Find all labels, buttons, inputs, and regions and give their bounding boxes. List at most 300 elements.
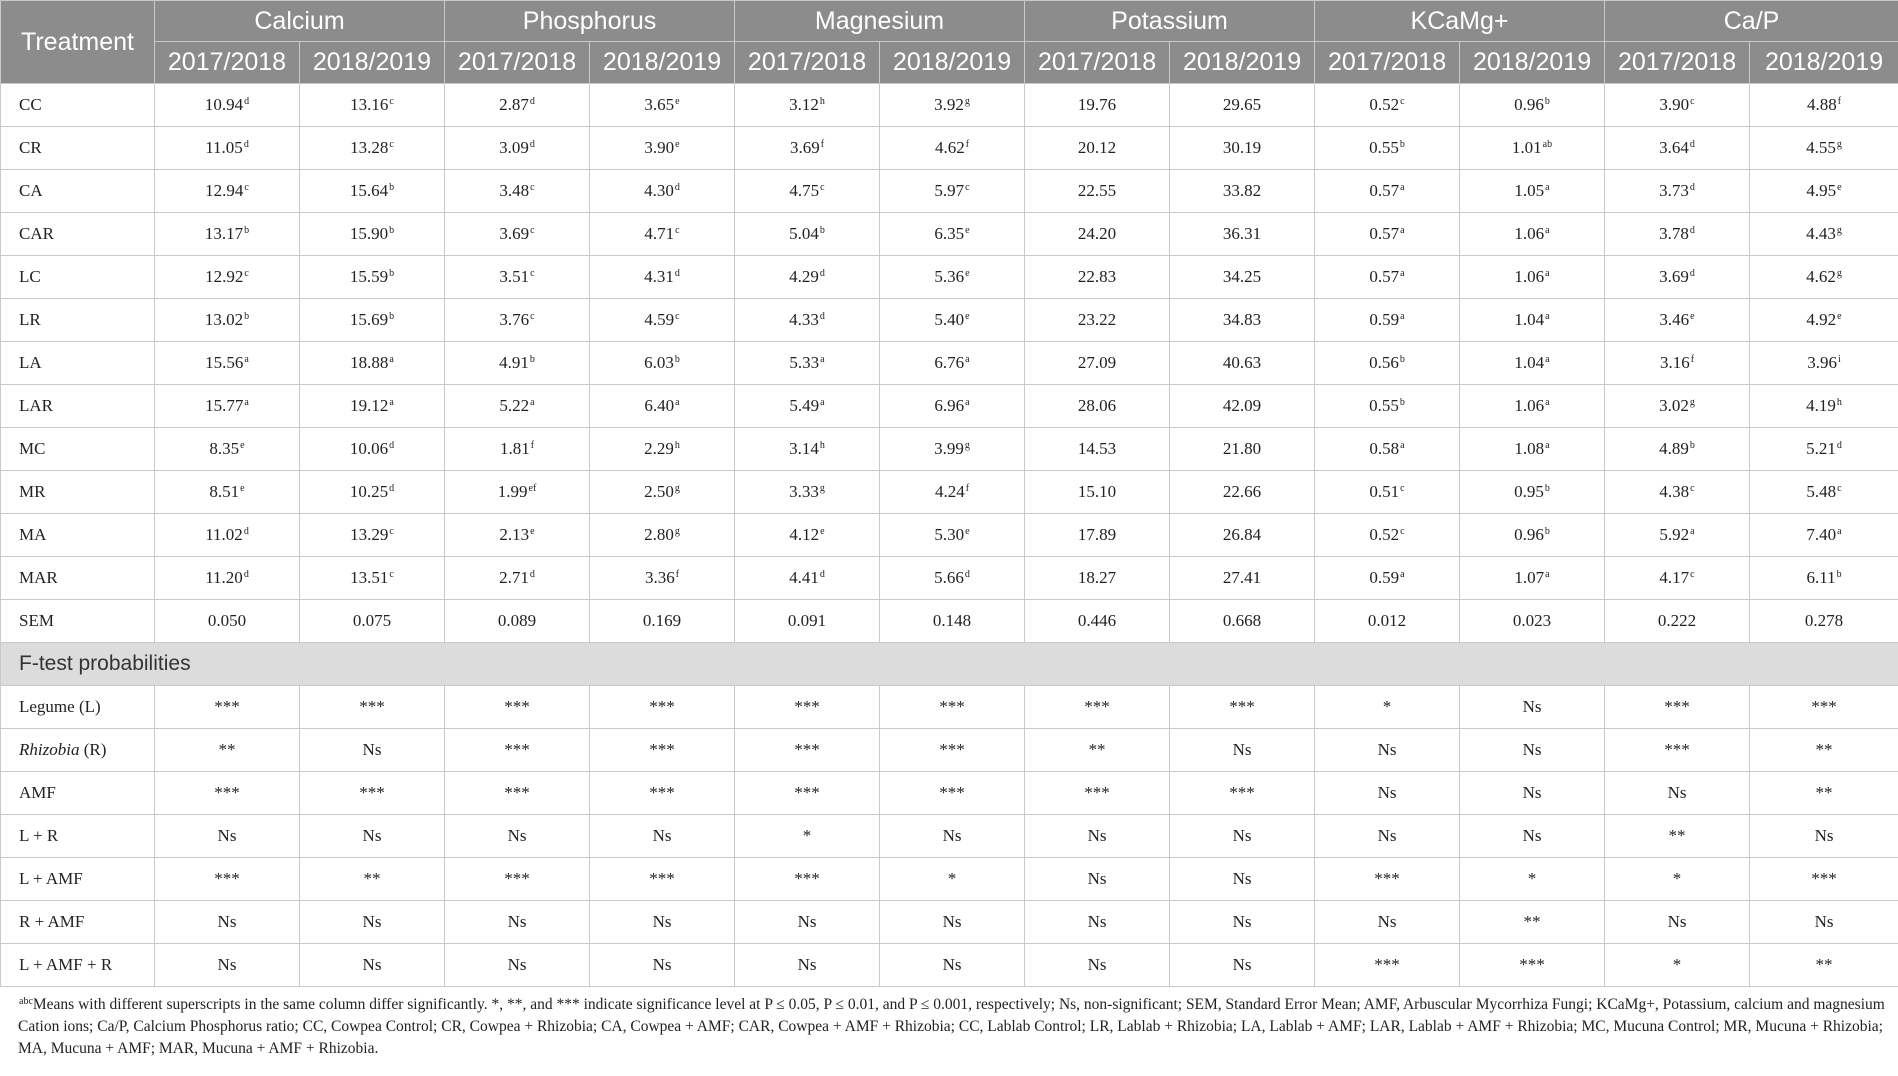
cell-value: 3.64 bbox=[1659, 138, 1689, 157]
table-cell bbox=[590, 299, 735, 342]
cell-value: 0.55 bbox=[1369, 138, 1399, 157]
significance-cell: *** bbox=[735, 858, 880, 901]
table-cell bbox=[735, 256, 880, 299]
cell-superscript: b bbox=[1689, 440, 1695, 451]
cell-superscript: g bbox=[964, 440, 970, 451]
cell-superscript: b bbox=[1544, 96, 1550, 107]
table-cell bbox=[445, 342, 590, 385]
table-cell bbox=[1025, 170, 1170, 213]
table-cell bbox=[1750, 84, 1898, 127]
cell-value: 6.40 bbox=[644, 396, 675, 415]
significance-cell: Ns bbox=[880, 901, 1025, 944]
significance-cell: * bbox=[1315, 686, 1460, 729]
cell-value: 5.92 bbox=[1659, 525, 1690, 544]
section-title: F-test probabilities bbox=[1, 643, 1898, 686]
cell-value: 36.31 bbox=[1222, 224, 1262, 243]
cell-value: 11.02 bbox=[205, 525, 243, 544]
cell-superscript: b bbox=[1544, 526, 1550, 537]
table-cell bbox=[1460, 514, 1605, 557]
cell-value: 0.96 bbox=[1514, 95, 1544, 114]
table-row bbox=[1, 557, 1898, 600]
significance-cell: * bbox=[735, 815, 880, 858]
table-cell bbox=[1750, 514, 1898, 557]
cell-value: 4.59 bbox=[644, 310, 675, 329]
significance-cell: ** bbox=[155, 729, 300, 772]
table-cell bbox=[155, 127, 300, 170]
table-cell bbox=[155, 385, 300, 428]
table-row bbox=[1, 170, 1898, 213]
table-cell bbox=[1170, 213, 1315, 256]
table-row bbox=[1, 127, 1898, 170]
cell-value: 4.33 bbox=[789, 310, 819, 329]
significance-cell: * bbox=[1605, 944, 1750, 987]
table-cell bbox=[1025, 256, 1170, 299]
table-cell bbox=[1750, 127, 1898, 170]
row-label: MAR bbox=[1, 557, 155, 600]
table-cell bbox=[590, 428, 735, 471]
cell-superscript: d bbox=[674, 268, 680, 279]
table-cell bbox=[300, 471, 445, 514]
cell-superscript: h bbox=[674, 440, 680, 451]
cell-superscript: c bbox=[389, 526, 394, 537]
cell-value: 0.95 bbox=[1514, 482, 1544, 501]
cell-superscript: c bbox=[389, 569, 394, 580]
table-cell bbox=[1605, 428, 1750, 471]
cell-value: 4.24 bbox=[934, 482, 965, 501]
table-cell bbox=[1315, 600, 1460, 643]
significance-cell: Ns bbox=[590, 815, 735, 858]
table-cell bbox=[1750, 385, 1898, 428]
cell-value: 0.55 bbox=[1369, 396, 1399, 415]
table-cell bbox=[155, 170, 300, 213]
table-cell bbox=[300, 557, 445, 600]
cell-superscript: a bbox=[1837, 526, 1842, 537]
cell-value: 24.20 bbox=[1077, 224, 1117, 243]
significance-cell: Ns bbox=[155, 901, 300, 944]
cell-value: 10.94 bbox=[204, 95, 244, 114]
cell-value: 7.40 bbox=[1806, 525, 1837, 544]
table-cell bbox=[590, 385, 735, 428]
row-label-rest: (R) bbox=[79, 740, 107, 759]
significance-cell: Ns bbox=[445, 815, 590, 858]
cell-value: 5.66 bbox=[934, 568, 964, 587]
row-label: CA bbox=[1, 170, 155, 213]
significance-cell: Ns bbox=[1460, 772, 1605, 815]
cell-value: 3.99 bbox=[934, 439, 964, 458]
cell-superscript: a bbox=[1545, 397, 1550, 408]
cell-value: 4.89 bbox=[1659, 439, 1689, 458]
cell-superscript: g bbox=[1836, 268, 1842, 279]
cell-value: 15.10 bbox=[1077, 482, 1117, 501]
cell-value: 4.62 bbox=[1806, 267, 1836, 286]
significance-cell: Ns bbox=[735, 944, 880, 987]
cell-value: 0.089 bbox=[497, 611, 537, 630]
cell-value: 0.091 bbox=[787, 611, 827, 630]
cell-superscript: a bbox=[1545, 440, 1550, 451]
significance-cell: *** bbox=[1170, 686, 1315, 729]
cell-superscript: c bbox=[530, 225, 535, 236]
row-label: Legume (L) bbox=[1, 686, 155, 729]
table-cell bbox=[735, 471, 880, 514]
cell-value: 26.84 bbox=[1222, 525, 1262, 544]
table-cell bbox=[1605, 471, 1750, 514]
cell-value: 13.28 bbox=[350, 138, 389, 157]
table-cell bbox=[880, 84, 1025, 127]
cell-superscript: ef bbox=[528, 483, 537, 494]
table-cell bbox=[880, 557, 1025, 600]
significance-cell: *** bbox=[880, 686, 1025, 729]
year-header: 2018/2019 bbox=[880, 42, 1025, 84]
table-cell bbox=[445, 514, 590, 557]
table-cell bbox=[1170, 299, 1315, 342]
table-cell bbox=[1605, 600, 1750, 643]
cell-superscript: d bbox=[1689, 225, 1695, 236]
significance-cell: Ns bbox=[1315, 815, 1460, 858]
cell-value: 11.20 bbox=[205, 568, 243, 587]
significance-cell: *** bbox=[1750, 686, 1898, 729]
cell-value: 4.38 bbox=[1659, 482, 1690, 501]
cell-superscript: e bbox=[240, 440, 245, 451]
significance-cell: Ns bbox=[880, 944, 1025, 987]
table-cell bbox=[1750, 600, 1898, 643]
cell-value: 3.51 bbox=[499, 267, 530, 286]
cell-superscript: a bbox=[1545, 569, 1550, 580]
cell-value: 0.222 bbox=[1657, 611, 1697, 630]
significance-cell: Ns bbox=[1605, 772, 1750, 815]
significance-cell: Ns bbox=[1025, 944, 1170, 987]
table-cell bbox=[300, 428, 445, 471]
table-cell bbox=[1460, 213, 1605, 256]
cell-superscript: d bbox=[964, 569, 970, 580]
table-cell bbox=[1025, 84, 1170, 127]
cell-superscript: a bbox=[1545, 268, 1550, 279]
cell-superscript: c bbox=[244, 268, 249, 279]
cell-value: 1.04 bbox=[1514, 310, 1545, 329]
significance-cell: ** bbox=[1750, 729, 1898, 772]
row-label: MR bbox=[1, 471, 155, 514]
cell-value: 0.57 bbox=[1369, 181, 1400, 200]
cell-superscript: d bbox=[1689, 139, 1695, 150]
table-cell bbox=[880, 514, 1025, 557]
cell-superscript: c bbox=[1690, 96, 1695, 107]
cell-superscript: a bbox=[244, 354, 249, 365]
cell-value: 3.90 bbox=[644, 138, 675, 157]
cell-superscript: e bbox=[530, 526, 535, 537]
table-cell bbox=[1315, 557, 1460, 600]
group-header-kcamg bbox=[1315, 1, 1605, 42]
cell-superscript: a bbox=[675, 397, 680, 408]
row-label: L + R bbox=[1, 815, 155, 858]
table-cell bbox=[1460, 299, 1605, 342]
cell-superscript: b bbox=[1399, 397, 1405, 408]
table-cell bbox=[1460, 428, 1605, 471]
significance-cell: Ns bbox=[590, 901, 735, 944]
significance-cell: *** bbox=[445, 686, 590, 729]
table-cell bbox=[445, 600, 590, 643]
cell-value: 2.87 bbox=[499, 95, 529, 114]
significance-cell: * bbox=[1605, 858, 1750, 901]
cell-value: 6.35 bbox=[934, 224, 965, 243]
cell-value: 33.82 bbox=[1222, 181, 1262, 200]
table-cell bbox=[1170, 84, 1315, 127]
cell-superscript: g bbox=[964, 96, 970, 107]
cell-value: 5.21 bbox=[1806, 439, 1836, 458]
cell-superscript: a bbox=[965, 397, 970, 408]
table-cell bbox=[1315, 428, 1460, 471]
table-cell bbox=[1605, 342, 1750, 385]
table-cell bbox=[445, 428, 590, 471]
table-cell bbox=[590, 170, 735, 213]
cell-superscript: a bbox=[820, 397, 825, 408]
year-header: 2018/2019 bbox=[300, 42, 445, 84]
footnote-superscript: abc bbox=[19, 996, 33, 1007]
table-cell bbox=[300, 299, 445, 342]
cell-value: 29.65 bbox=[1222, 95, 1262, 114]
cell-superscript: f bbox=[820, 139, 825, 150]
cell-superscript: d bbox=[819, 569, 825, 580]
cell-value: 4.17 bbox=[1659, 568, 1690, 587]
significance-cell: *** bbox=[155, 858, 300, 901]
table-cell bbox=[1025, 514, 1170, 557]
cell-superscript: ab bbox=[1542, 139, 1553, 150]
cell-value: 1.06 bbox=[1514, 267, 1545, 286]
cell-value: 23.22 bbox=[1077, 310, 1117, 329]
table-cell bbox=[1025, 213, 1170, 256]
table-cell bbox=[880, 428, 1025, 471]
cell-superscript: d bbox=[819, 311, 825, 322]
cell-value: 10.25 bbox=[349, 482, 389, 501]
table-cell bbox=[735, 213, 880, 256]
significance-cell: Ns bbox=[735, 901, 880, 944]
cell-superscript: d bbox=[529, 569, 535, 580]
significance-cell: *** bbox=[1315, 858, 1460, 901]
cell-superscript: b bbox=[674, 354, 680, 365]
table-row bbox=[1, 514, 1898, 557]
cell-superscript: d bbox=[1836, 440, 1842, 451]
cell-superscript: f bbox=[1837, 96, 1842, 107]
table-cell bbox=[1315, 84, 1460, 127]
cell-superscript: h bbox=[819, 96, 825, 107]
significance-cell: Ns bbox=[1460, 815, 1605, 858]
cell-value: 28.06 bbox=[1077, 396, 1117, 415]
header-year-row bbox=[1, 42, 1898, 84]
cell-superscript: d bbox=[819, 268, 825, 279]
cell-value: 40.63 bbox=[1222, 353, 1262, 372]
cell-value: 15.56 bbox=[205, 353, 244, 372]
group-header-phosphorus: Phosphorus bbox=[445, 1, 735, 42]
cell-value: 10.06 bbox=[349, 439, 389, 458]
table-cell bbox=[155, 600, 300, 643]
cell-value: 3.65 bbox=[644, 95, 675, 114]
cell-value: 0.57 bbox=[1369, 224, 1400, 243]
cell-value: 3.69 bbox=[789, 138, 820, 157]
cell-superscript: e bbox=[675, 139, 680, 150]
table-cell bbox=[1315, 342, 1460, 385]
cell-value: 5.33 bbox=[789, 353, 820, 372]
row-label: LR bbox=[1, 299, 155, 342]
row-label: CAR bbox=[1, 213, 155, 256]
cell-value: 4.41 bbox=[789, 568, 819, 587]
cell-superscript: e bbox=[965, 225, 970, 236]
table-cell bbox=[300, 127, 445, 170]
cell-superscript: e bbox=[240, 483, 245, 494]
cell-value: 4.55 bbox=[1806, 138, 1836, 157]
significance-cell: *** bbox=[445, 772, 590, 815]
year-header: 2018/2019 bbox=[590, 42, 735, 84]
significance-cell: *** bbox=[445, 729, 590, 772]
table-cell bbox=[155, 514, 300, 557]
cell-superscript: a bbox=[820, 354, 825, 365]
table-cell bbox=[735, 385, 880, 428]
table-cell bbox=[590, 557, 735, 600]
cell-superscript: g bbox=[1836, 225, 1842, 236]
cell-superscript: c bbox=[1690, 483, 1695, 494]
significance-cell: Ns bbox=[155, 815, 300, 858]
table-row bbox=[1, 385, 1898, 428]
significance-cell: *** bbox=[735, 686, 880, 729]
cell-superscript: a bbox=[1690, 526, 1695, 537]
cell-value: 2.71 bbox=[499, 568, 529, 587]
cell-superscript: e bbox=[1690, 311, 1695, 322]
significance-cell: *** bbox=[155, 686, 300, 729]
significance-cell: Ns bbox=[445, 901, 590, 944]
cell-superscript: b bbox=[1399, 139, 1405, 150]
cell-superscript: a bbox=[1400, 440, 1405, 451]
significance-cell: Ns bbox=[1460, 729, 1605, 772]
cell-value: 22.55 bbox=[1077, 181, 1117, 200]
table-cell bbox=[155, 256, 300, 299]
cell-superscript: c bbox=[244, 182, 249, 193]
cell-value: 4.91 bbox=[499, 353, 529, 372]
cell-value: 1.01 bbox=[1511, 138, 1542, 157]
cell-value: 8.35 bbox=[209, 439, 240, 458]
cell-value: 1.99 bbox=[497, 482, 528, 501]
table-cell bbox=[1750, 299, 1898, 342]
cell-value: 12.94 bbox=[205, 181, 244, 200]
significance-cell: Ns bbox=[1170, 944, 1315, 987]
significance-cell: *** bbox=[590, 729, 735, 772]
cell-value: 4.62 bbox=[934, 138, 965, 157]
significance-cell: Ns bbox=[1750, 815, 1898, 858]
table-row bbox=[1, 299, 1898, 342]
row-label: MC bbox=[1, 428, 155, 471]
cell-superscript: c bbox=[389, 96, 394, 107]
table-cell bbox=[735, 84, 880, 127]
cell-value: 4.88 bbox=[1806, 95, 1837, 114]
cell-superscript: a bbox=[1545, 182, 1550, 193]
cell-value: 6.96 bbox=[934, 396, 965, 415]
significance-cell: Ns bbox=[880, 815, 1025, 858]
table-cell bbox=[1025, 127, 1170, 170]
significance-cell: *** bbox=[1460, 944, 1605, 987]
table-cell bbox=[1460, 557, 1605, 600]
cell-value: 1.07 bbox=[1514, 568, 1545, 587]
cell-value: 4.75 bbox=[789, 181, 820, 200]
table-row bbox=[1, 84, 1898, 127]
significance-cell: *** bbox=[880, 772, 1025, 815]
cell-value: 2.13 bbox=[499, 525, 530, 544]
significance-cell: ** bbox=[1750, 944, 1898, 987]
cell-value: 1.06 bbox=[1514, 224, 1545, 243]
cell-value: 2.80 bbox=[644, 525, 674, 544]
table-cell bbox=[445, 471, 590, 514]
significance-cell: *** bbox=[1025, 686, 1170, 729]
cell-value: 0.023 bbox=[1512, 611, 1552, 630]
table-cell bbox=[590, 127, 735, 170]
table-cell bbox=[880, 127, 1025, 170]
cell-value: 4.30 bbox=[644, 181, 674, 200]
table-cell bbox=[300, 342, 445, 385]
significance-cell: Ns bbox=[1460, 686, 1605, 729]
cell-value: 5.48 bbox=[1806, 482, 1837, 501]
row-label: CR bbox=[1, 127, 155, 170]
table-row bbox=[1, 342, 1898, 385]
cell-value: 3.02 bbox=[1659, 396, 1689, 415]
significance-cell: Ns bbox=[300, 944, 445, 987]
cell-value: 0.59 bbox=[1369, 568, 1400, 587]
table-cell bbox=[155, 213, 300, 256]
cell-value: 34.25 bbox=[1222, 267, 1262, 286]
significance-cell: *** bbox=[735, 729, 880, 772]
cell-superscript: d bbox=[243, 139, 249, 150]
cell-superscript: b bbox=[389, 225, 395, 236]
cell-superscript: b bbox=[529, 354, 535, 365]
cell-superscript: a bbox=[1545, 225, 1550, 236]
cell-value: 0.58 bbox=[1369, 439, 1400, 458]
cell-value: 2.50 bbox=[644, 482, 674, 501]
table-cell bbox=[445, 170, 590, 213]
table-cell bbox=[1750, 342, 1898, 385]
table-cell bbox=[1605, 385, 1750, 428]
table-cell bbox=[1605, 299, 1750, 342]
treatment-header: Treatment bbox=[1, 1, 155, 84]
table-cell bbox=[1170, 170, 1315, 213]
significance-cell: Ns bbox=[1025, 901, 1170, 944]
table-cell bbox=[155, 557, 300, 600]
table-cell bbox=[445, 557, 590, 600]
cell-value: 5.30 bbox=[934, 525, 965, 544]
cell-superscript: b bbox=[819, 225, 825, 236]
cell-superscript: g bbox=[1836, 139, 1842, 150]
cell-superscript: a bbox=[1400, 569, 1405, 580]
ftest-row bbox=[1, 901, 1898, 944]
cell-value: 3.46 bbox=[1659, 310, 1690, 329]
table-cell bbox=[1170, 256, 1315, 299]
table-cell bbox=[1315, 213, 1460, 256]
cell-superscript: c bbox=[530, 182, 535, 193]
table-cell bbox=[1460, 385, 1605, 428]
significance-cell: *** bbox=[300, 772, 445, 815]
cell-value: 17.89 bbox=[1077, 525, 1117, 544]
cell-superscript: d bbox=[389, 483, 395, 494]
cell-value: 0.57 bbox=[1369, 267, 1400, 286]
year-header: 2017/2018 bbox=[155, 42, 300, 84]
cell-value: 3.16 bbox=[1659, 353, 1690, 372]
significance-cell: Ns bbox=[1605, 901, 1750, 944]
ftest-row bbox=[1, 944, 1898, 987]
cell-value: 42.09 bbox=[1222, 396, 1262, 415]
cell-value: 13.51 bbox=[350, 568, 389, 587]
cell-value: 4.19 bbox=[1806, 396, 1836, 415]
cell-superscript: c bbox=[675, 311, 680, 322]
table-cell bbox=[880, 600, 1025, 643]
table-cell bbox=[1170, 127, 1315, 170]
cell-value: 0.075 bbox=[352, 611, 392, 630]
footnote bbox=[0, 987, 1898, 1060]
cell-value: 13.17 bbox=[204, 224, 244, 243]
group-header-calcium: Calcium bbox=[155, 1, 445, 42]
significance-cell: * bbox=[1460, 858, 1605, 901]
